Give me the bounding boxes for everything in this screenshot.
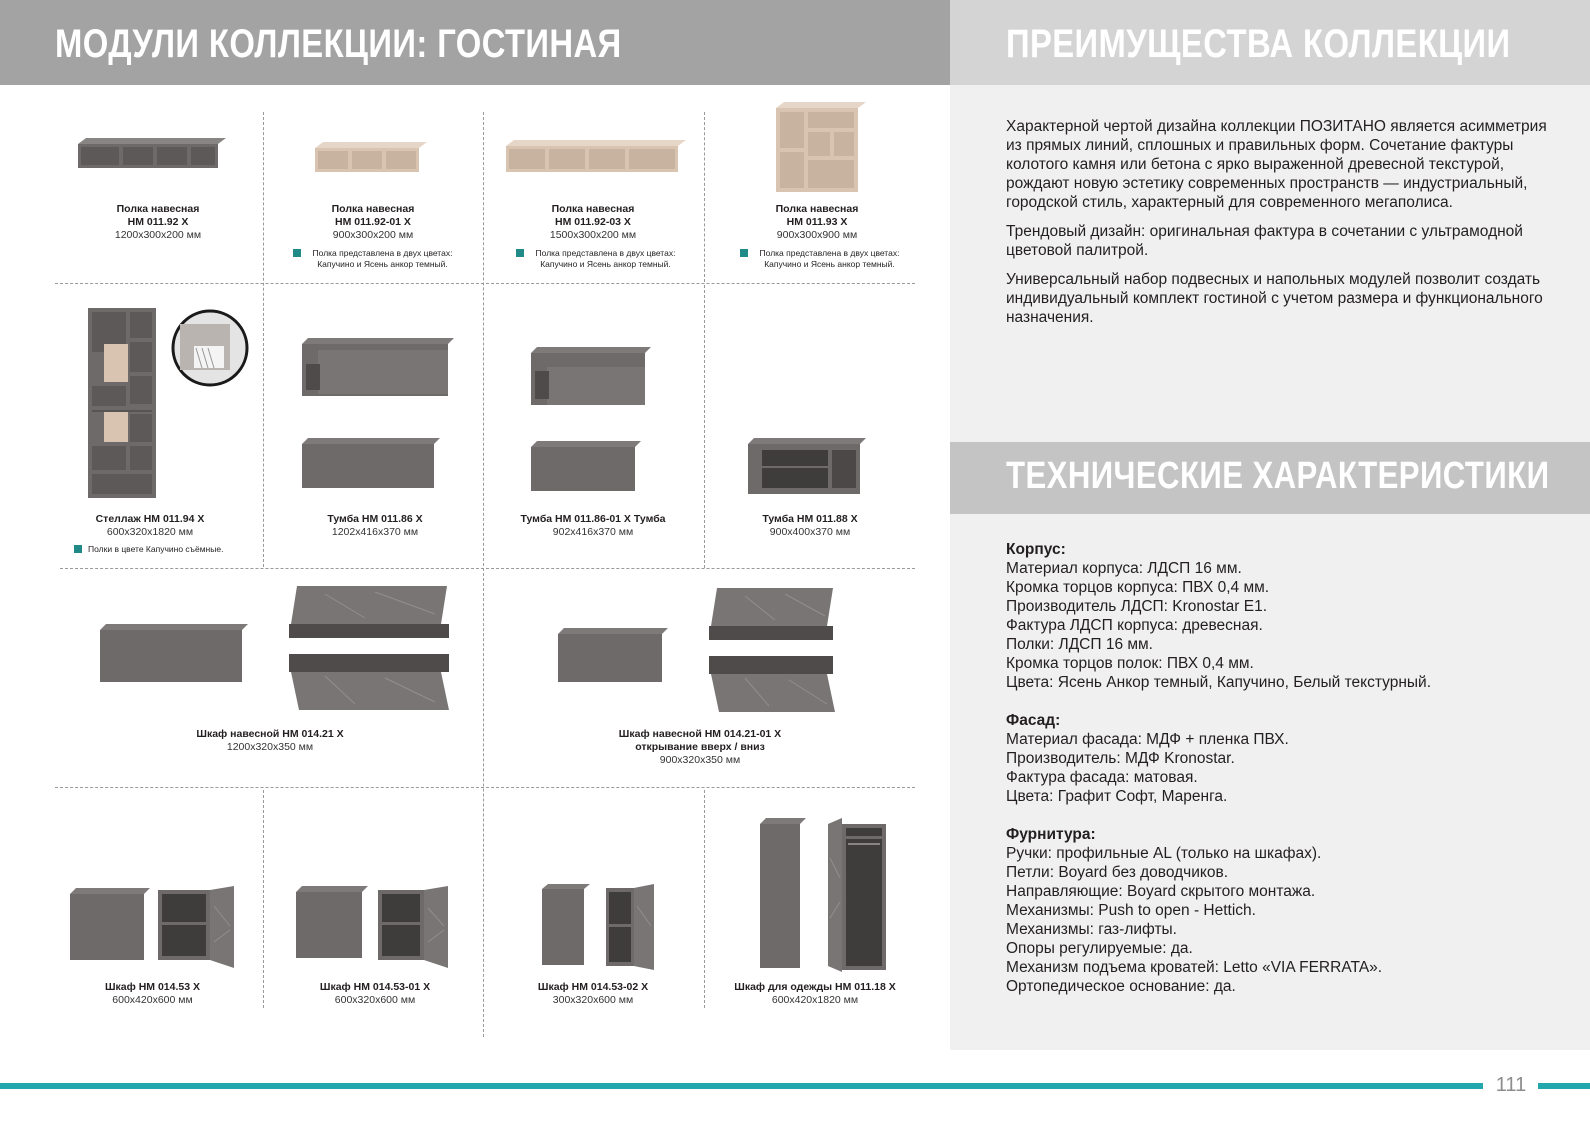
product-caption: [300, 513, 450, 539]
product-caption: [528, 981, 658, 1007]
shelf-product-image: [315, 138, 427, 174]
footer-accent-line: [1538, 1083, 1590, 1089]
product-name: Шкаф НМ 014.53 Х: [104, 981, 201, 993]
tumba-open-image: [302, 336, 454, 398]
grid-divider: [263, 790, 264, 1008]
spec-line: Полки: ЛДСП 16 мм.: [1006, 636, 1153, 653]
product-name: Шкаф для одежды НМ 011.18 Х: [734, 981, 896, 993]
product-caption: [180, 728, 360, 754]
shelf-product-image: [506, 136, 686, 174]
spec-line: Механизмы: газ-лифты.: [1006, 921, 1177, 938]
product-caption: [90, 981, 215, 1007]
note-marker: [293, 249, 301, 257]
product-caption: [730, 981, 900, 1007]
product-name: Стеллаж НМ 011.94 Х: [95, 513, 205, 525]
product-dimensions: 1200х300х200 мм: [114, 229, 202, 241]
tumba-closed-image: [531, 441, 641, 491]
grid-divider: [263, 112, 264, 567]
product-note: Полка представлена в двух цветах: Капучино и Ясень анкор темный.: [740, 248, 905, 270]
spec-title: Фасад:: [1006, 712, 1061, 729]
product-dimensions: 600х320х1820 мм: [106, 526, 194, 538]
advantage-paragraph: Характерной чертой дизайна коллекции ПОЗИТАНО является асимметрия из прямых линий, сплошных и правильных форм. Сочетание фактуры колотого камня или бетона с ярко выраженной древесной текстурой, рождают новую эстетику современных пространств — индустриальный, городской стиль, характерный для современного мегаполиса.: [1006, 118, 1547, 211]
spec-line: Цвета: Ясень Анкор темный, Капучино, Белый текстурный.: [1006, 674, 1432, 691]
grid-divider: [704, 285, 705, 568]
product-code: НМ 011.92 Х: [127, 216, 189, 228]
product-name: Тумба НМ 011.86-01 Х Тумба: [520, 513, 666, 525]
spec-line: Кромка торцов полок: ПВХ 0,4 мм.: [1006, 655, 1254, 672]
product-code: НМ 011.93 Х: [786, 216, 848, 228]
product-name: Полка навесная: [551, 203, 635, 215]
shelf-product-image: [776, 102, 866, 194]
spec-group-facade: [1006, 711, 1566, 806]
product-dimensions: 1200х320х350 мм: [226, 741, 314, 753]
product-name: Шкаф навесной НМ 014.21 Х: [196, 728, 344, 740]
spec-line: Направляющие: Boyard скрытого монтажа.: [1006, 883, 1316, 900]
spec-line: Фактура ЛДСП корпуса: древесная.: [1006, 617, 1263, 634]
wall-cabinet-image: [100, 624, 248, 682]
note-marker: [740, 249, 748, 257]
shelf-product-image: [78, 132, 226, 172]
spec-title: Фурнитура:: [1006, 826, 1096, 843]
cabinet-closed-image: [70, 888, 150, 962]
tumba-open-image: [531, 345, 651, 407]
spec-line: Цвета: Графит Софт, Маренга.: [1006, 788, 1228, 805]
product-dimensions: 900х300х900 мм: [776, 229, 858, 241]
grid-divider: [55, 283, 915, 284]
product-caption: [310, 981, 440, 1007]
section-title-advantages: ПРЕИМУЩЕСТВА КОЛЛЕКЦИИ: [950, 0, 1590, 85]
cabinet-closed-image: [296, 886, 368, 960]
product-caption: [103, 203, 213, 242]
spec-line: Ортопедическое основание: да.: [1006, 978, 1236, 995]
advantage-paragraph: Универсальный набор подвесных и напольных модулей позволит создать индивидуальный комплект гостиной с учетом размера и функционального назначения.: [1006, 271, 1543, 326]
section-title-specs: ТЕХНИЧЕСКИЕ ХАРАКТЕРИСТИКИ: [950, 442, 1590, 514]
product-dimensions: 902х416х370 мм: [552, 526, 634, 538]
product-note: Полки в цвете Капучино съёмные.: [74, 544, 234, 555]
product-dimensions: 600х420х1820 мм: [771, 994, 859, 1006]
spec-group-hardware: [1006, 825, 1566, 996]
product-subtitle: открывание вверх / вниз: [635, 741, 765, 753]
spec-line: Материал фасада: МДФ + пленка ПВХ.: [1006, 731, 1289, 748]
wardrobe-closed-image: [760, 818, 808, 970]
product-dimensions: 1500х300х200 мм: [549, 229, 637, 241]
spec-line: Механизм подъема кроватей: Letto «VIA FERRATA».: [1006, 959, 1383, 976]
cabinet-open-image: [378, 886, 456, 972]
spec-line: Петли: Boyard без доводчиков.: [1006, 864, 1229, 881]
product-dimensions: 900х300х200 мм: [332, 229, 414, 241]
spec-group-body: [1006, 540, 1566, 692]
product-caption: [740, 513, 880, 539]
rack-product-image: [88, 308, 158, 500]
product-code: НМ 011.92-03 Х: [555, 216, 631, 228]
section-title-modules: МОДУЛИ КОЛЛЕКЦИИ: ГОСТИНАЯ: [0, 0, 950, 85]
product-caption: [762, 203, 872, 242]
advantage-paragraph: Трендовый дизайн: оригинальная фактура в сочетании с ультрамодной цветовой палитрой.: [1006, 223, 1523, 259]
grid-divider: [60, 568, 915, 569]
product-name: Полка навесная: [116, 203, 200, 215]
wall-cabinet-open-image: [285, 584, 455, 714]
product-caption: [318, 203, 428, 242]
product-note: Полка представлена в двух цветах: Капучино и Ясень анкор темный.: [293, 248, 458, 270]
product-code: НМ 011.92-01 Х: [335, 216, 411, 228]
product-name: Шкаф навесной НМ 014.21-01 Х: [618, 728, 782, 740]
product-dimensions: 900х320х350 мм: [659, 754, 741, 766]
product-dimensions: 900х400х370 мм: [769, 526, 851, 538]
detail-zoom-image: [172, 310, 250, 388]
product-caption: [590, 728, 810, 767]
page-number: 111: [1495, 1074, 1527, 1096]
spec-line: Производитель: МДФ Kronostar.: [1006, 750, 1235, 767]
product-dimensions: 600х320х600 мм: [334, 994, 416, 1006]
spec-line: Опоры регулируемые: да.: [1006, 940, 1193, 957]
tumba-open-shelf-image: [748, 438, 866, 496]
spec-line: Материал корпуса: ЛДСП 16 мм.: [1006, 560, 1242, 577]
spec-line: Производитель ЛДСП: Kronostar E1.: [1006, 598, 1268, 615]
grid-divider: [55, 787, 915, 788]
spec-line: Механизмы: Push to open - Hettich.: [1006, 902, 1256, 919]
narrow-cabinet-open-image: [606, 884, 658, 972]
product-caption: [538, 203, 648, 242]
product-caption: [508, 513, 678, 539]
product-name: Шкаф НМ 014.53-01 Х: [319, 981, 431, 993]
tumba-closed-image: [302, 438, 440, 488]
product-dimensions: 300х320х600 мм: [552, 994, 634, 1006]
spec-line: Фактура фасада: матовая.: [1006, 769, 1198, 786]
narrow-cabinet-closed-image: [542, 884, 592, 968]
wardrobe-open-image: [828, 818, 892, 974]
product-name: Шкаф НМ 014.53-02 Х: [537, 981, 649, 993]
tech-specs: [1006, 540, 1566, 1015]
wall-cabinet-open-image: [705, 586, 839, 716]
product-dimensions: 1202х416х370 мм: [331, 526, 419, 538]
product-name: Тумба НМ 011.86 Х: [327, 513, 423, 525]
product-name: Полка навесная: [331, 203, 415, 215]
spec-title: Корпус:: [1006, 541, 1066, 558]
spec-line: Ручки: профильные AL (только на шкафах).: [1006, 845, 1322, 862]
product-caption: [90, 513, 210, 539]
advantages-text: [1006, 117, 1551, 337]
product-name: Тумба НМ 011.88 Х: [762, 513, 858, 525]
product-name: Полка навесная: [775, 203, 859, 215]
grid-divider: [704, 790, 705, 1008]
grid-divider: [483, 112, 484, 1037]
footer-accent-line: [0, 1083, 1483, 1089]
product-note: Полка представлена в двух цветах: Капучино и Ясень анкор темный.: [516, 248, 681, 270]
note-marker: [516, 249, 524, 257]
wall-cabinet-image: [558, 628, 668, 682]
grid-divider: [704, 112, 705, 282]
cabinet-open-image: [158, 886, 236, 972]
note-marker: [74, 545, 82, 553]
product-dimensions: 600х420х600 мм: [112, 994, 193, 1006]
spec-line: Кромка торцов корпуса: ПВХ 0,4 мм.: [1006, 579, 1270, 596]
